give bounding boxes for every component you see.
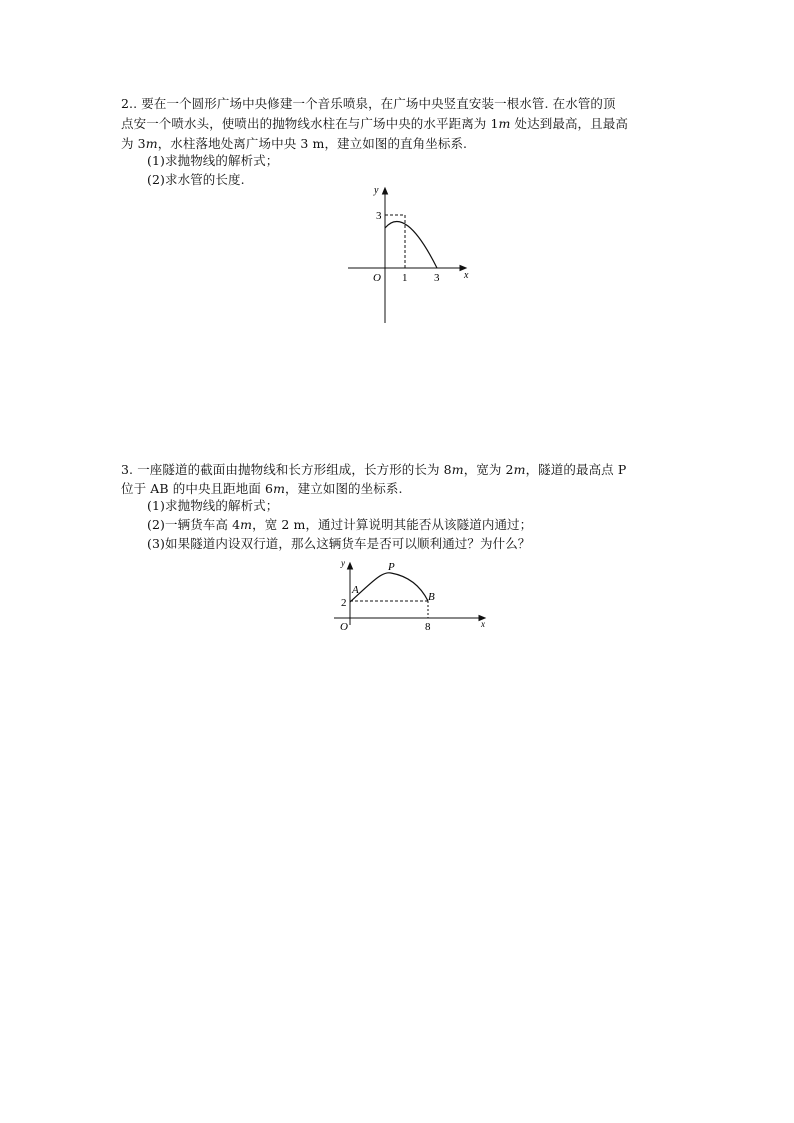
italic-unit: m <box>513 462 526 477</box>
y-axis-label: y <box>374 185 379 196</box>
problem-2-line-3 <box>121 136 467 152</box>
text-run: (1)求抛物线的解析式； <box>147 498 279 513</box>
text-run: 3. 一座隧道的截面由抛物线和长方形组成，长方形的长为 8 <box>121 462 452 477</box>
fountain-figure <box>340 185 480 325</box>
y-axis-label: y <box>341 558 345 568</box>
italic-unit: m <box>145 136 158 151</box>
italic-unit: m <box>273 481 286 496</box>
problem-3-question-2 <box>147 517 532 533</box>
problem-3-line-2 <box>121 481 403 497</box>
x-axis-label: x <box>481 619 485 629</box>
text-run: 点安一个喷水头，使喷出的抛物线水柱在与广场中央的水平距离为 1 <box>121 116 499 131</box>
problem-3-question-3 <box>147 536 530 552</box>
tunnel-figure <box>330 555 490 635</box>
text-run: ，隧道的最高点 P <box>525 462 627 477</box>
parabola-curve <box>385 221 437 268</box>
tick-label-y-2: 2 <box>341 597 347 609</box>
point-p-label: P <box>388 561 395 573</box>
tick-label-y-3: 3 <box>376 210 382 222</box>
text-run: ，水柱落地处离广场中央 3 m，建立如图的直角坐标系. <box>157 136 468 151</box>
problem-2-question-2 <box>147 172 245 188</box>
problem-3-line-1 <box>121 462 626 478</box>
italic-unit: m <box>451 462 464 477</box>
y-axis-arrow-icon <box>348 563 353 569</box>
tunnel-parabola <box>350 573 428 602</box>
problem-2-line-1 <box>121 96 616 112</box>
text-run: 位于 AB 的中央且距地面 6 <box>121 481 274 496</box>
text-run: (1)求抛物线的解析式； <box>147 153 279 168</box>
tick-label-x-8: 8 <box>425 621 431 633</box>
problem-3-question-1 <box>147 498 278 514</box>
problem-2-line-2 <box>121 116 628 132</box>
text-run: (3)如果隧道内设双行道，那么这辆货车是否可以顺利通过？为什么？ <box>147 536 531 551</box>
text-run: 为 3 <box>121 136 146 151</box>
text-run: ，宽 2 m，通过计算说明其能否从该隧道内通过； <box>252 517 533 532</box>
origin-label: O <box>340 621 348 633</box>
x-axis-label: x <box>464 270 469 281</box>
origin-label: O <box>373 272 381 284</box>
italic-unit: m <box>498 116 511 131</box>
point-b-label: B <box>428 591 435 603</box>
italic-unit: m <box>240 517 253 532</box>
point-a-label: A <box>352 584 359 596</box>
text-run: 2.. 要在一个圆形广场中央修建一个音乐喷泉，在广场中央竖直安装一根水管. 在水管的顶 <box>121 96 616 111</box>
problem-2-question-1 <box>147 153 278 169</box>
text-run: ，宽为 2 <box>463 462 514 477</box>
text-run: (2)求水管的长度. <box>147 172 245 187</box>
tick-label-x-3: 3 <box>434 272 440 284</box>
text-run: (2)一辆货车高 4 <box>147 517 241 532</box>
text-run: 处达到最高，且最高 <box>510 116 628 131</box>
text-run: ，建立如图的坐标系. <box>285 481 403 496</box>
y-axis-arrow-icon <box>383 188 388 194</box>
tick-label-x-1: 1 <box>402 272 408 284</box>
